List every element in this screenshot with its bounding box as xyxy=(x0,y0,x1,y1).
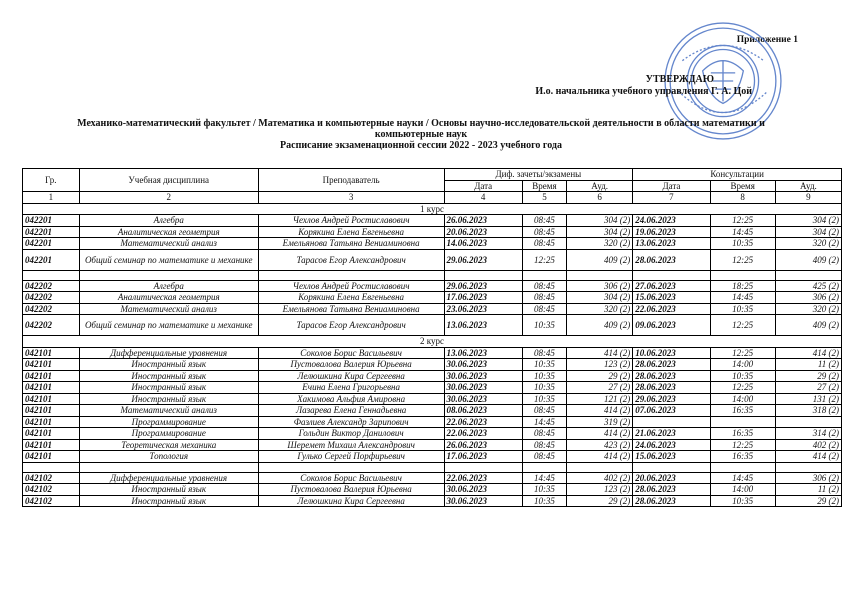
consult-time-cell: 18:25 xyxy=(710,280,775,292)
exam-date-cell: 30.06.2023 xyxy=(444,495,522,507)
consult-room-cell: 11 (2) xyxy=(775,359,841,371)
consult-time-cell: 10:35 xyxy=(710,370,775,382)
teacher-cell: Лазарева Елена Геннадьевна xyxy=(258,405,444,417)
teacher-cell: Пустовалова Валерия Юрьевна xyxy=(258,484,444,496)
consult-time-cell: 12:25 xyxy=(710,215,775,227)
consult-date-cell: 29.06.2023 xyxy=(633,393,710,405)
exam-time-cell: 10:35 xyxy=(522,370,566,382)
table-row xyxy=(23,238,842,250)
consult-room-cell: 29 (2) xyxy=(775,370,841,382)
exam-room-cell: 29 (2) xyxy=(567,495,633,507)
col-num: 9 xyxy=(775,192,841,204)
exam-room-cell: 414 (2) xyxy=(567,405,633,417)
empty-cell xyxy=(79,270,258,280)
exam-room-cell: 414 (2) xyxy=(567,347,633,359)
exam-room-cell: 123 (2) xyxy=(567,484,633,496)
exam-room-cell: 414 (2) xyxy=(567,428,633,440)
consult-date-cell: 15.06.2023 xyxy=(633,451,710,463)
course-row xyxy=(23,336,842,348)
col-num: 2 xyxy=(79,192,258,204)
exam-room-cell: 409 (2) xyxy=(567,315,633,336)
teacher-cell: Гулько Сергей Порфирьевич xyxy=(258,451,444,463)
table-row xyxy=(23,359,842,371)
title-line-2: компьютерные наук xyxy=(374,129,468,140)
subject-cell: Иностранный язык xyxy=(79,370,258,382)
course-label: 2 курс xyxy=(23,336,842,348)
empty-cell xyxy=(444,462,522,472)
subject-cell: Аналитическая геометрия xyxy=(79,226,258,238)
teacher-cell: Ечина Елена Григорьевна xyxy=(258,382,444,394)
exam-date-cell: 23.06.2023 xyxy=(444,303,522,315)
subject-cell: Математический анализ xyxy=(79,303,258,315)
group-cell: 042102 xyxy=(23,484,80,496)
consult-date-cell: 13.06.2023 xyxy=(633,238,710,250)
consult-date-cell: 07.06.2023 xyxy=(633,405,710,417)
empty-cell xyxy=(710,270,775,280)
exam-time-cell: 10:35 xyxy=(522,484,566,496)
consult-date-cell: 10.06.2023 xyxy=(633,347,710,359)
consult-time-cell: 12:25 xyxy=(710,347,775,359)
consult-room-cell: 414 (2) xyxy=(775,347,841,359)
teacher-cell: Шеремет Михаил Александрович xyxy=(258,439,444,451)
subject-cell: Иностранный язык xyxy=(79,495,258,507)
exam-time-cell: 10:35 xyxy=(522,359,566,371)
teacher-cell: Пустовалова Валерия Юрьевна xyxy=(258,359,444,371)
exam-time-header: Время xyxy=(522,180,566,192)
empty-cell xyxy=(522,270,566,280)
exam-date-cell: 17.06.2023 xyxy=(444,292,522,304)
teacher-cell: Чехлов Андрей Ростиславович xyxy=(258,215,444,227)
exam-room-cell: 320 (2) xyxy=(567,238,633,250)
exam-date-cell: 14.06.2023 xyxy=(444,238,522,250)
exam-time-cell: 08:45 xyxy=(522,238,566,250)
table-row xyxy=(23,315,842,336)
exam-date-cell: 22.06.2023 xyxy=(444,428,522,440)
teacher-cell: Емельянова Татьяна Вениаминовна xyxy=(258,238,444,250)
col-num: 5 xyxy=(522,192,566,204)
exam-time-cell: 10:35 xyxy=(522,393,566,405)
exam-time-cell: 08:45 xyxy=(522,215,566,227)
empty-cell xyxy=(567,462,633,472)
exam-date-cell: 30.06.2023 xyxy=(444,484,522,496)
approve-position: И.о. начальника учебного управления Г. А. Цой xyxy=(535,86,752,97)
consult-time-cell: 10:35 xyxy=(710,303,775,315)
col-num: 8 xyxy=(710,192,775,204)
subject-cell: Иностранный язык xyxy=(79,484,258,496)
subject-cell: Иностранный язык xyxy=(79,393,258,405)
exam-time-cell: 08:45 xyxy=(522,303,566,315)
col-teacher-header: Преподаватель xyxy=(258,169,444,192)
consult-room-cell: 314 (2) xyxy=(775,428,841,440)
exams-header: Диф. зачеты/экзамены xyxy=(444,169,633,181)
teacher-cell: Соколов Борис Васильевич xyxy=(258,472,444,484)
consult-date-cell: 19.06.2023 xyxy=(633,226,710,238)
group-cell: 042101 xyxy=(23,428,80,440)
table-row xyxy=(23,292,842,304)
exam-room-cell: 320 (2) xyxy=(567,303,633,315)
exam-time-cell: 14:45 xyxy=(522,472,566,484)
table-row xyxy=(23,428,842,440)
consult-date-cell: 21.06.2023 xyxy=(633,428,710,440)
teacher-cell: Емельянова Татьяна Вениаминовна xyxy=(258,303,444,315)
group-cell: 042101 xyxy=(23,382,80,394)
consult-time-cell: 14:45 xyxy=(710,472,775,484)
consult-time-cell: 10:35 xyxy=(710,495,775,507)
empty-cell xyxy=(258,462,444,472)
group-cell: 042101 xyxy=(23,359,80,371)
table-row xyxy=(23,249,842,270)
exam-date-cell: 17.06.2023 xyxy=(444,451,522,463)
exam-room-cell: 27 (2) xyxy=(567,382,633,394)
exam-time-cell: 10:35 xyxy=(522,495,566,507)
teacher-cell: Гольдин Виктор Данилович xyxy=(258,428,444,440)
consult-room-cell: 318 (2) xyxy=(775,405,841,417)
title-line-3: Расписание экзаменационной сессии 2022 - 2023 учебного года xyxy=(280,140,562,151)
teacher-cell: Чехлов Андрей Ростиславович xyxy=(258,280,444,292)
consult-date-cell: 28.06.2023 xyxy=(633,370,710,382)
consult-time-cell: 16:35 xyxy=(710,451,775,463)
consult-room-cell: 409 (2) xyxy=(775,249,841,270)
consult-room-cell: 11 (2) xyxy=(775,484,841,496)
empty-cell xyxy=(775,270,841,280)
exam-time-cell: 08:45 xyxy=(522,439,566,451)
appendix-label: Приложение 1 xyxy=(736,35,798,45)
table-row xyxy=(23,484,842,496)
exam-date-cell: 29.06.2023 xyxy=(444,249,522,270)
empty-cell xyxy=(775,462,841,472)
subject-cell: Общий семинар по математике и механике xyxy=(79,249,258,270)
consult-date-cell: 15.06.2023 xyxy=(633,292,710,304)
consult-room-cell: 320 (2) xyxy=(775,303,841,315)
exam-room-cell: 319 (2) xyxy=(567,416,633,428)
consult-time-cell: 14:00 xyxy=(710,484,775,496)
consult-time-cell: 14:45 xyxy=(710,226,775,238)
exam-room-cell: 402 (2) xyxy=(567,472,633,484)
teacher-cell: Лелюшкина Кира Сергеевна xyxy=(258,370,444,382)
exam-date-cell: 26.06.2023 xyxy=(444,439,522,451)
table-row xyxy=(23,215,842,227)
exam-room-cell: 423 (2) xyxy=(567,439,633,451)
exam-time-cell: 08:45 xyxy=(522,451,566,463)
exam-room-cell: 121 (2) xyxy=(567,393,633,405)
teacher-cell: Соколов Борис Васильевич xyxy=(258,347,444,359)
exam-date-cell: 13.06.2023 xyxy=(444,347,522,359)
col-num: 6 xyxy=(567,192,633,204)
exam-time-cell: 12:25 xyxy=(522,249,566,270)
course-row xyxy=(23,203,842,215)
consult-room-cell: 306 (2) xyxy=(775,472,841,484)
subject-cell: Топология xyxy=(79,451,258,463)
consult-header: Консультации xyxy=(633,169,842,181)
spacer-row xyxy=(23,270,842,280)
consult-time-cell: 14:00 xyxy=(710,359,775,371)
subject-cell: Общий семинар по математике и механике xyxy=(79,315,258,336)
consult-room-header: Ауд. xyxy=(775,180,841,192)
consult-date-cell: 20.06.2023 xyxy=(633,472,710,484)
exam-time-cell: 08:45 xyxy=(522,226,566,238)
exam-room-cell: 409 (2) xyxy=(567,249,633,270)
consult-date-cell: 24.06.2023 xyxy=(633,215,710,227)
teacher-cell: Корякина Елена Евгеньевна xyxy=(258,292,444,304)
table-row xyxy=(23,405,842,417)
exam-room-cell: 414 (2) xyxy=(567,451,633,463)
exam-time-cell: 08:45 xyxy=(522,347,566,359)
group-cell: 042101 xyxy=(23,439,80,451)
consult-time-header: Время xyxy=(710,180,775,192)
consult-room-cell: 29 (2) xyxy=(775,495,841,507)
consult-date-cell: 28.06.2023 xyxy=(633,484,710,496)
group-cell: 042201 xyxy=(23,226,80,238)
exam-time-cell: 10:35 xyxy=(522,382,566,394)
group-cell: 042201 xyxy=(23,215,80,227)
consult-time-cell: 12:25 xyxy=(710,439,775,451)
subject-cell: Алгебра xyxy=(79,280,258,292)
subject-cell: Математический анализ xyxy=(79,405,258,417)
empty-cell xyxy=(522,462,566,472)
table-row xyxy=(23,439,842,451)
subject-cell: Дифференциальные уравнения xyxy=(79,472,258,484)
consult-room-cell: 409 (2) xyxy=(775,315,841,336)
consult-room-cell: 131 (2) xyxy=(775,393,841,405)
exam-room-cell: 29 (2) xyxy=(567,370,633,382)
empty-cell xyxy=(633,462,710,472)
group-cell: 042202 xyxy=(23,303,80,315)
consult-time-cell: 16:35 xyxy=(710,405,775,417)
subject-cell: Иностранный язык xyxy=(79,359,258,371)
teacher-cell: Тарасов Егор Александрович xyxy=(258,315,444,336)
empty-cell xyxy=(633,270,710,280)
group-cell: 042101 xyxy=(23,370,80,382)
teacher-cell: Тарасов Егор Александрович xyxy=(258,249,444,270)
col-num: 1 xyxy=(23,192,80,204)
consult-time-cell: 12:25 xyxy=(710,249,775,270)
teacher-cell: Хакимова Альфия Амировна xyxy=(258,393,444,405)
subject-cell: Аналитическая геометрия xyxy=(79,292,258,304)
exam-room-header: Ауд. xyxy=(567,180,633,192)
consult-room-cell: 304 (2) xyxy=(775,215,841,227)
group-cell: 042102 xyxy=(23,472,80,484)
exam-room-cell: 304 (2) xyxy=(567,215,633,227)
teacher-cell: Корякина Елена Евгеньевна xyxy=(258,226,444,238)
exam-date-cell: 20.06.2023 xyxy=(444,226,522,238)
group-cell: 042201 xyxy=(23,238,80,250)
course-label: 1 курс xyxy=(23,203,842,215)
subject-cell: Теоретическая механика xyxy=(79,439,258,451)
consult-time-cell: 12:25 xyxy=(710,382,775,394)
group-cell: 042202 xyxy=(23,280,80,292)
exam-time-cell: 10:35 xyxy=(522,315,566,336)
exam-date-cell: 13.06.2023 xyxy=(444,315,522,336)
exam-time-cell: 08:45 xyxy=(522,428,566,440)
empty-cell xyxy=(23,270,80,280)
consult-date-cell: 28.06.2023 xyxy=(633,382,710,394)
exam-date-cell: 22.06.2023 xyxy=(444,416,522,428)
consult-room-cell: 27 (2) xyxy=(775,382,841,394)
consult-room-cell: 414 (2) xyxy=(775,451,841,463)
col-num: 3 xyxy=(258,192,444,204)
consult-room-cell: 320 (2) xyxy=(775,238,841,250)
empty-cell xyxy=(710,462,775,472)
approval-block xyxy=(535,74,752,98)
subject-cell: Программирование xyxy=(79,428,258,440)
exam-time-cell: 08:45 xyxy=(522,280,566,292)
empty-cell xyxy=(567,270,633,280)
subject-cell: Программирование xyxy=(79,416,258,428)
consult-date-cell xyxy=(633,416,710,428)
exam-time-cell: 08:45 xyxy=(522,405,566,417)
title-line-1: Механико-математический факультет / Математика и компьютерные науки / Основы научно-исследовательской деятельности в области математики и xyxy=(77,118,765,129)
exam-date-cell: 30.06.2023 xyxy=(444,382,522,394)
exam-date-cell: 08.06.2023 xyxy=(444,405,522,417)
empty-cell xyxy=(258,270,444,280)
subject-cell: Дифференциальные уравнения xyxy=(79,347,258,359)
consult-time-cell xyxy=(710,416,775,428)
table-row xyxy=(23,472,842,484)
consult-time-cell: 14:00 xyxy=(710,393,775,405)
exam-date-header: Дата xyxy=(444,180,522,192)
consult-date-cell: 22.06.2023 xyxy=(633,303,710,315)
table-row xyxy=(23,303,842,315)
group-cell: 042101 xyxy=(23,416,80,428)
spacer-row xyxy=(23,462,842,472)
group-cell: 042101 xyxy=(23,405,80,417)
table-row xyxy=(23,495,842,507)
table-row xyxy=(23,393,842,405)
consult-date-cell: 09.06.2023 xyxy=(633,315,710,336)
consult-date-cell: 24.06.2023 xyxy=(633,439,710,451)
exam-room-cell: 306 (2) xyxy=(567,280,633,292)
exam-date-cell: 29.06.2023 xyxy=(444,280,522,292)
col-num: 4 xyxy=(444,192,522,204)
table-row xyxy=(23,280,842,292)
consult-date-cell: 28.06.2023 xyxy=(633,495,710,507)
exam-date-cell: 30.06.2023 xyxy=(444,393,522,405)
subject-cell: Иностранный язык xyxy=(79,382,258,394)
page-title xyxy=(30,118,812,151)
table-row xyxy=(23,416,842,428)
col-num: 7 xyxy=(633,192,710,204)
exam-time-cell: 14:45 xyxy=(522,416,566,428)
subject-cell: Алгебра xyxy=(79,215,258,227)
table-row xyxy=(23,382,842,394)
consult-time-cell: 12:25 xyxy=(710,315,775,336)
empty-cell xyxy=(23,462,80,472)
consult-room-cell: 425 (2) xyxy=(775,280,841,292)
exam-room-cell: 123 (2) xyxy=(567,359,633,371)
consult-room-cell: 304 (2) xyxy=(775,226,841,238)
schedule-table xyxy=(22,168,842,507)
col-group-header: Гр. xyxy=(23,169,80,192)
exam-date-cell: 30.06.2023 xyxy=(444,359,522,371)
exam-room-cell: 304 (2) xyxy=(567,226,633,238)
consult-date-cell: 28.06.2023 xyxy=(633,359,710,371)
consult-room-cell: 402 (2) xyxy=(775,439,841,451)
consult-date-header: Дата xyxy=(633,180,710,192)
exam-date-cell: 26.06.2023 xyxy=(444,215,522,227)
exam-time-cell: 08:45 xyxy=(522,292,566,304)
consult-date-cell: 28.06.2023 xyxy=(633,249,710,270)
consult-room-cell xyxy=(775,416,841,428)
approve-word: УТВЕРЖДАЮ xyxy=(645,74,714,85)
table-row xyxy=(23,451,842,463)
table-row xyxy=(23,226,842,238)
consult-room-cell: 306 (2) xyxy=(775,292,841,304)
teacher-cell: Фазлиев Александр Зарипович xyxy=(258,416,444,428)
table-row xyxy=(23,347,842,359)
group-cell: 042101 xyxy=(23,451,80,463)
exam-room-cell: 304 (2) xyxy=(567,292,633,304)
consult-time-cell: 14:45 xyxy=(710,292,775,304)
column-number-row xyxy=(23,192,842,204)
exam-date-cell: 22.06.2023 xyxy=(444,472,522,484)
empty-cell xyxy=(444,270,522,280)
table-row xyxy=(23,370,842,382)
group-cell: 042202 xyxy=(23,315,80,336)
col-subject-header: Учебная дисциплина xyxy=(79,169,258,192)
consult-date-cell: 27.06.2023 xyxy=(633,280,710,292)
group-cell: 042101 xyxy=(23,347,80,359)
teacher-cell: Лелюшкина Кира Сергеевна xyxy=(258,495,444,507)
subject-cell: Математический анализ xyxy=(79,238,258,250)
consult-time-cell: 10:35 xyxy=(710,238,775,250)
header-row-1 xyxy=(23,169,842,181)
group-cell: 042201 xyxy=(23,249,80,270)
group-cell: 042202 xyxy=(23,292,80,304)
group-cell: 042102 xyxy=(23,495,80,507)
consult-time-cell: 16:35 xyxy=(710,428,775,440)
empty-cell xyxy=(79,462,258,472)
exam-date-cell: 30.06.2023 xyxy=(444,370,522,382)
group-cell: 042101 xyxy=(23,393,80,405)
